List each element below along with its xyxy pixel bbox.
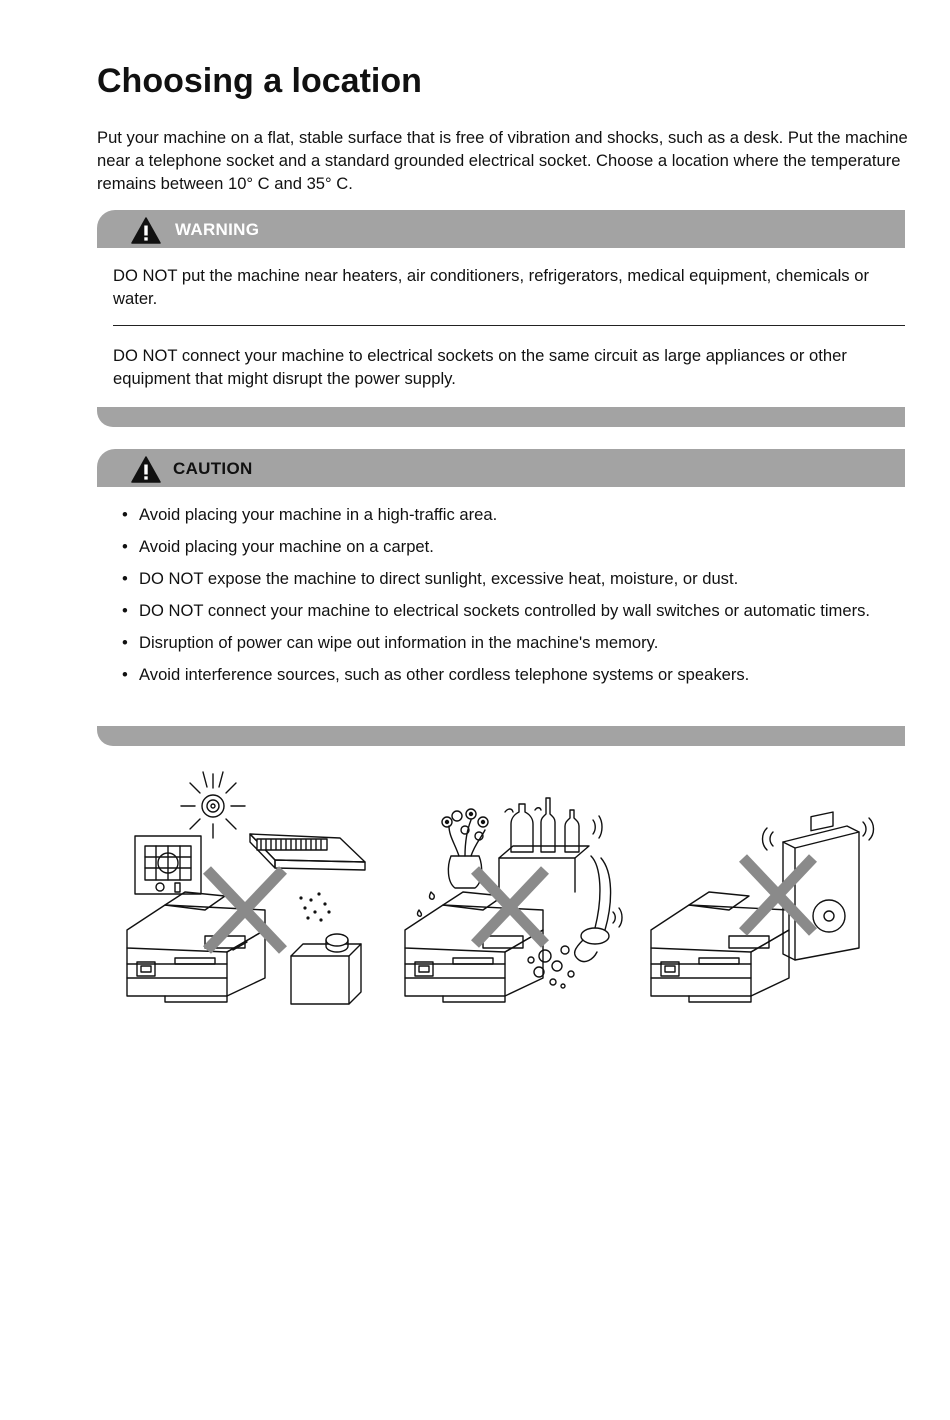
caution-triangle-icon: [131, 456, 161, 483]
warning-banner: [97, 210, 905, 248]
air-conditioner-icon: [250, 834, 365, 870]
warning-triangle-icon: [131, 217, 161, 244]
intro-paragraph: Put your machine on a flat, stable surface that is free of vibration and shocks, such as a desk. Put the machine near a telephone socket and a standard grounded electrical socket. Choose a location where the temperature remains between 10° C and 35° C.: [97, 128, 908, 193]
not-allowed-cross-icon: [743, 858, 813, 932]
list-item: • Avoid interference sources, such as other cordless telephone systems or speakers.: [122, 665, 750, 684]
caution-list: [113, 503, 907, 695]
warning-divider: [113, 325, 905, 326]
list-item: • DO NOT expose the machine to direct sunlight, excessive heat, moisture, or dust.: [122, 569, 739, 588]
illustration-interference: [645, 760, 890, 1020]
list-item: • Disruption of power can wipe out information in the machine's memory.: [122, 633, 659, 652]
list-item: • Avoid placing your machine on a carpet.: [122, 537, 434, 556]
warning-label: WARNING: [175, 220, 260, 239]
duster-icon: [575, 856, 611, 962]
bullet-icon: •: [122, 633, 128, 652]
warning-paragraph-2: DO NOT connect your machine to electrical sockets on the same circuit as large appliances or other equipment that might disrupt the power supply.: [113, 346, 847, 388]
bullet-icon: •: [122, 601, 128, 620]
bullet-icon: •: [122, 665, 128, 684]
caution-end-bar: [97, 726, 905, 746]
warning-paragraph-1: DO NOT put the machine near heaters, air conditioners, refrigerators, medical equipment, chemicals or water.: [113, 266, 869, 308]
bullet-icon: •: [122, 569, 128, 588]
warning-end-bar: [97, 407, 905, 427]
page-title: Choosing a location: [97, 62, 422, 100]
illustration-heat-sources: [115, 760, 375, 1020]
sun-icon: [181, 772, 245, 838]
list-item: • DO NOT connect your machine to electrical sockets controlled by wall switches or automatic timers.: [122, 601, 871, 620]
bullet-icon: •: [122, 505, 128, 524]
caution-label: CAUTION: [173, 459, 253, 478]
bullet-icon: •: [122, 537, 128, 556]
list-item: • Avoid placing your machine in a high-traffic area.: [122, 505, 498, 524]
bottles-icon: [499, 798, 602, 892]
illustration-liquids-dust: [395, 760, 635, 1020]
spray-icon: [299, 892, 330, 921]
printer-icon: [405, 892, 543, 1002]
caution-banner: [97, 449, 905, 487]
chemical-container-icon: [291, 934, 361, 1004]
heater-icon: [135, 836, 201, 894]
